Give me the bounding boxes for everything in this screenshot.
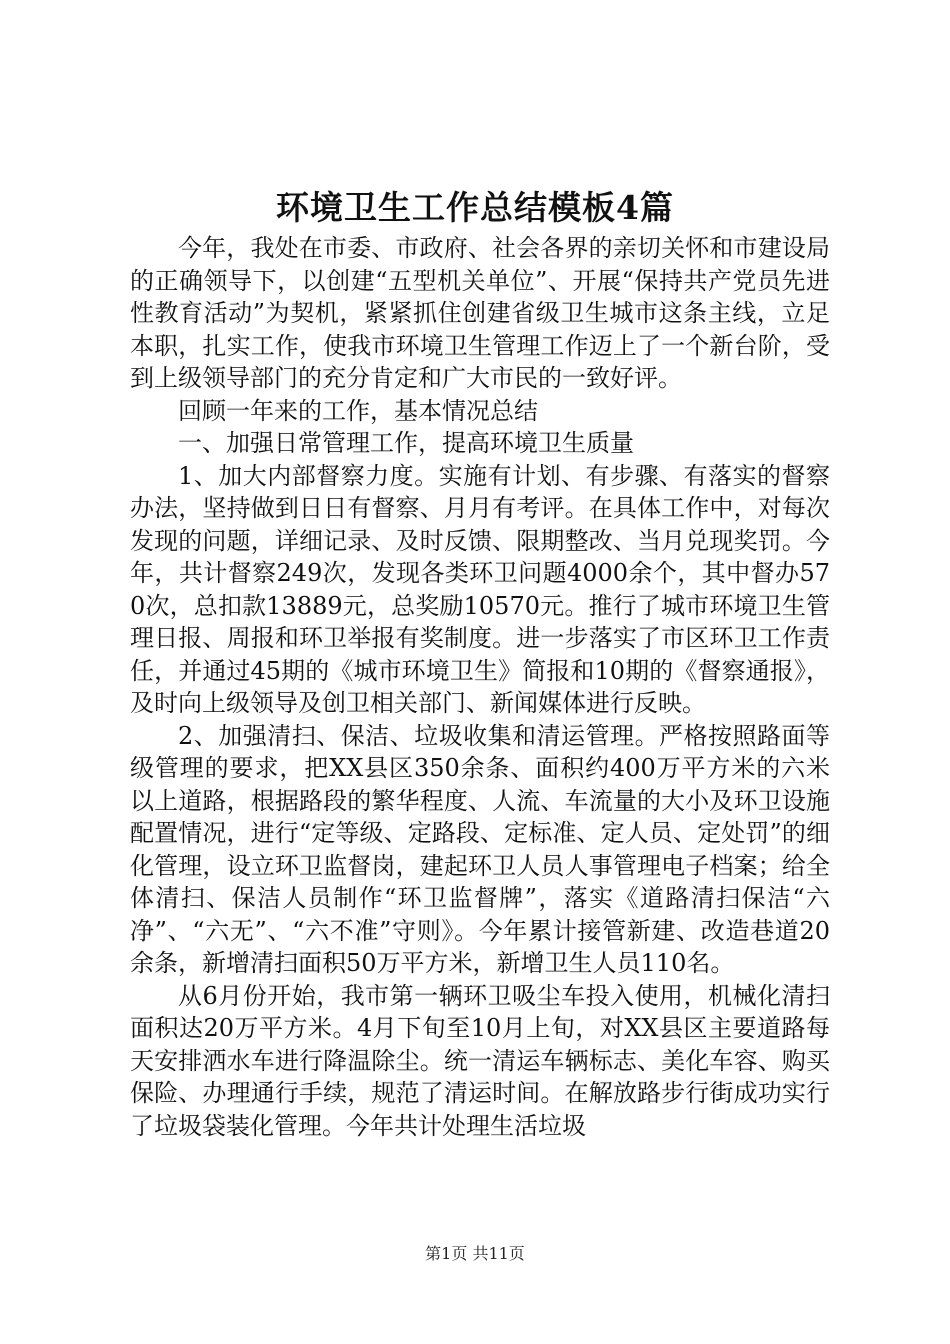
- section-heading-1: 一、加强日常管理工作，提高环境卫生质量: [178, 429, 634, 457]
- paragraph-review: 回顾一年来的工作，基本情况总结: [178, 396, 538, 425]
- page-footer: 第1页 共11页: [425, 1244, 525, 1263]
- paragraph-cleaning: 从6月份开始，我市第一辆环卫吸尘车投入使用，机械化清扫面积达20万平方米。4月下旬至10月上旬，对XX县区主要道路每天安排洒水车进行降温除尘。统一清运车辆标志、美化车容、购买保险、办理通行手续，规范了清运时间。在解放路步行街成功实行了垃圾袋装化管理。今年共计处理生活垃圾: [130, 981, 830, 1140]
- paragraph-item-2: 2、加强清扫、保洁、垃圾收集和清运管理。严格按照路面等级管理的要求，把XX县区350余条、面积约400万平方米的六米以上道路，根据路段的繁华程度、人流、车流量的大小及环卫设施配置情况，进行“定等级、定路段、定标准、定人员、定处罚”的细化管理，设立环卫监督岗，建起环卫人员人事管理电子档案；给全体清扫、保洁人员制作“环卫监督牌”，落实《道路清扫保洁“六净”、“六无”、“六不准”守则》。今年累计接管新建、改造巷道20余条，新增清扫面积50万平方米，新增卫生人员110名。: [130, 721, 830, 977]
- paragraph-item-1: 1、加大内部督察力度。实施有计划、有步骤、有落实的督察办法，坚持做到日日有督察、月月有考评。在具体工作中，对每次发现的问题，详细记录、及时反馈、限期整改、当月兑现奖罚。今年，共计督察249次，发现各类环卫问题4000余个，其中督办570次，总扣款13889元，总奖励10570元。推行了城市环境卫生管理日报、周报和环卫举报有奖制度。进一步落实了市区环卫工作责任，并通过45期的《城市环境卫生》简报和10期的《督察通报》，及时向上级领导及创卫相关部门、新闻媒体进行反映。: [130, 461, 830, 717]
- document-body: [130, 232, 830, 1142]
- paragraph-intro: 今年，我处在市委、市政府、社会各界的亲切关怀和市建设局的正确领导下，以创建“五型机关单位”、开展“保持共产党员先进性教育活动”为契机，紧紧抓住创建省级卫生城市这条主线，立足本职，扎实工作，使我市环境卫生管理工作迈上了一个新台阶，受到上级领导部门的充分肯定和广大市民的一致好评。: [130, 234, 830, 392]
- document-title: 环境卫生工作总结模板4篇: [276, 188, 674, 227]
